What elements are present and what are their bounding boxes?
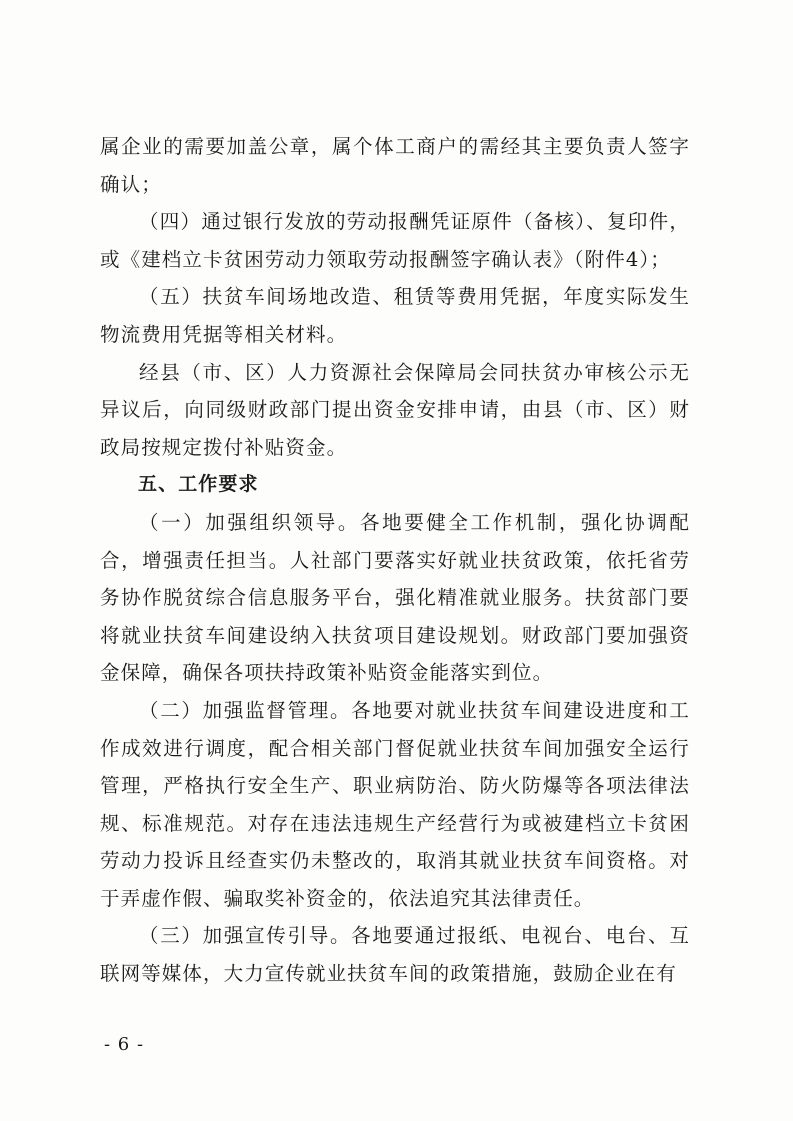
page-number: - 6 - (104, 1034, 145, 1055)
section-heading-work-requirements: 五、工作要求 (138, 473, 259, 496)
paragraph-item-5: （五）扶贫车间场地改造、租赁等费用凭据，年度实际发生物流费用凭据等相关材料。 (100, 285, 690, 346)
paragraph-supervision-management: （二）加强监督管理。各地要对就业扶贫车间建设进度和工作成效进行调度，配合相关部门督促就业扶贫车间加强安全运行管理，严格执行安全生产、职业病防治、防火防爆等各项法律法规、标准规范。对存在违法违规生产经营行为或被建档立卡贫困劳动力投诉且经查实仍未整改的，取消其就业扶贫车间资格。对于弄虚作假、骗取奖补资金的，依法追究其法律责任。 (100, 698, 690, 910)
paragraph-organization-leadership: （一）加强组织领导。各地要健全工作机制，强化协调配合，增强责任担当。人社部门要落实好就业扶贫政策，依托省劳务协作脱贫综合信息服务平台，强化精准就业服务。扶贫部门要将就业扶贫车间建设纳入扶贫项目建设规划。财政部门要加强资金保障，确保各项扶持政策补贴资金能落实到位。 (100, 510, 690, 685)
paragraph-review-procedure: 经县（市、区）人力资源社会保障局会同扶贫办审核公示无异议后，向同级财政部门提出资金安排申请，由县（市、区）财政局按规定拨付补贴资金。 (100, 360, 690, 459)
paragraph-publicity-guidance: （三）加强宣传引导。各地要通过报纸、电视台、电台、互联网等媒体，大力宣传就业扶贫车间的政策措施，鼓励企业在有 (100, 924, 690, 986)
paragraph-item-4: （四）通过银行发放的劳动报酬凭证原件（备核）、复印件，或《建档立卡贫困劳动力领取劳动报酬签字确认表》（附件4）； (100, 210, 690, 271)
paragraph-continuation: 属企业的需要加盖公章，属个体工商户的需经其主要负责人签字确认； (100, 135, 690, 196)
document-body (100, 128, 690, 993)
